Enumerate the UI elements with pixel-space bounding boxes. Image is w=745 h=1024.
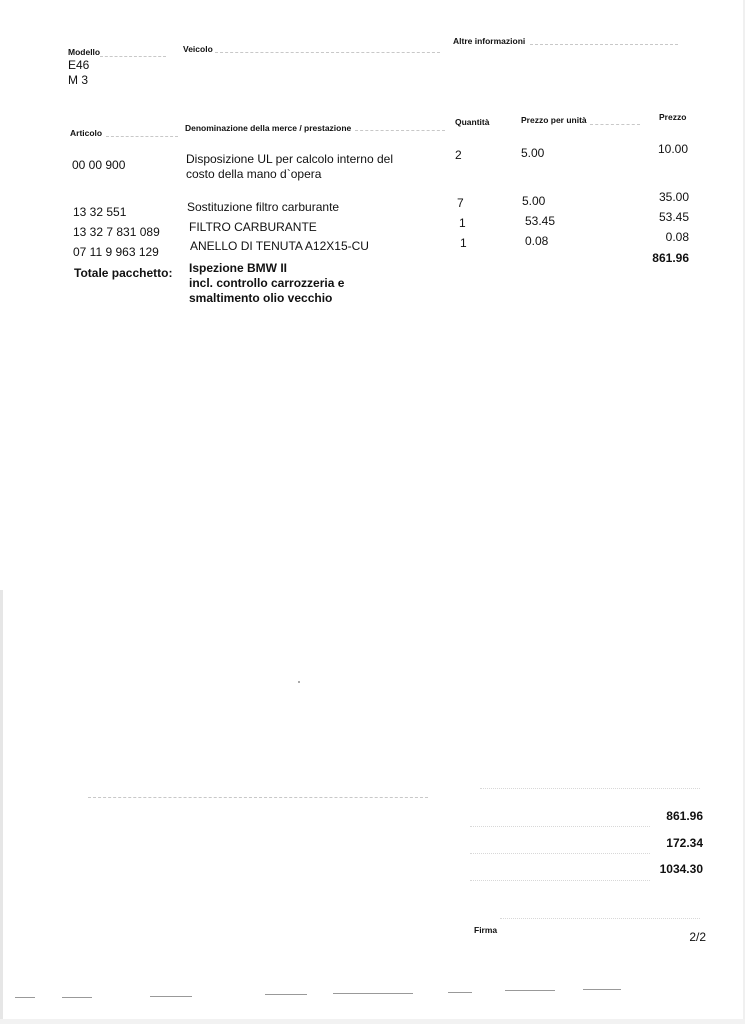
altre-underline [530, 44, 678, 45]
modello-value-2: M 3 [68, 73, 89, 87]
col-articolo: Articolo [70, 128, 103, 138]
grand-total-value: 1034.30 [659, 862, 703, 876]
col-prezzo-unita: Prezzo per unità [521, 115, 587, 125]
total-rule [470, 880, 650, 881]
altre-informazioni-label: Altre informazioni [453, 36, 526, 46]
row-quantity: 1 [459, 216, 466, 230]
col-quantita: Quantità [455, 117, 490, 127]
row-description: ANELLO DI TENUTA A12X15-CU [190, 239, 369, 253]
row-description-cont: costo della mano d`opera [186, 167, 322, 181]
package-note-2: smaltimento olio vecchio [189, 291, 333, 305]
firma-line [500, 918, 700, 919]
row-articolo: 13 32 551 [73, 205, 127, 219]
row-description: Disposizione UL per calcolo interno del [186, 152, 393, 166]
row-price: 0.08 [665, 230, 689, 244]
scan-line [150, 996, 192, 997]
row-quantity: 1 [460, 236, 467, 250]
denominazione-underline [355, 130, 445, 131]
package-note-1: incl. controllo carrozzeria e [189, 276, 345, 290]
package-total-value: 861.96 [652, 251, 689, 265]
page-number: 2/2 [689, 930, 706, 944]
row-unit-price: 5.00 [521, 146, 545, 160]
row-articolo: 13 32 7 831 089 [73, 225, 160, 239]
row-description: Sostituzione filtro carburante [187, 200, 340, 214]
firma-label: Firma [474, 925, 498, 935]
row-quantity: 7 [457, 196, 464, 210]
modello-underline [100, 56, 166, 57]
scan-shadow-left [0, 590, 3, 1020]
scan-line [62, 997, 92, 998]
scan-line [15, 997, 35, 998]
row-unit-price: 53.45 [525, 214, 556, 228]
package-total-label: Totale pacchetto: [74, 266, 173, 280]
modello-value-1: E46 [68, 58, 90, 72]
row-unit-price: 0.08 [525, 234, 549, 248]
subtotal-value: 861.96 [666, 809, 703, 823]
scan-line [448, 992, 472, 993]
totals-top-rule [480, 788, 700, 789]
scan-line [505, 990, 555, 991]
col-prezzo: Prezzo [659, 112, 687, 122]
row-unit-price: 5.00 [522, 194, 546, 208]
col-denominazione: Denominazione della merce / prestazione [185, 123, 352, 133]
veicolo-underline [215, 52, 440, 53]
row-price: 10.00 [657, 142, 688, 156]
row-price: 53.45 [658, 210, 689, 224]
row-articolo: 07 11 9 963 129 [73, 245, 159, 259]
vat-value: 172.34 [666, 836, 703, 850]
package-name: Ispezione BMW II [189, 261, 288, 275]
row-description: FILTRO CARBURANTE [189, 220, 317, 234]
scan-speck [298, 681, 300, 683]
articolo-underline [106, 136, 178, 137]
veicolo-label: Veicolo [183, 44, 213, 54]
row-price: 35.00 [658, 190, 689, 204]
vat-rule [470, 853, 650, 854]
scan-bottom-edge [0, 1019, 745, 1024]
modello-label: Modello [68, 47, 101, 57]
scan-line [265, 994, 307, 995]
totals-separator [88, 797, 428, 798]
subtotal-rule [470, 826, 650, 827]
prezzo-unita-underline [590, 124, 640, 125]
scan-line [583, 989, 621, 990]
row-articolo: 00 00 900 [72, 158, 126, 172]
scan-line [333, 993, 413, 994]
row-quantity: 2 [455, 148, 462, 162]
